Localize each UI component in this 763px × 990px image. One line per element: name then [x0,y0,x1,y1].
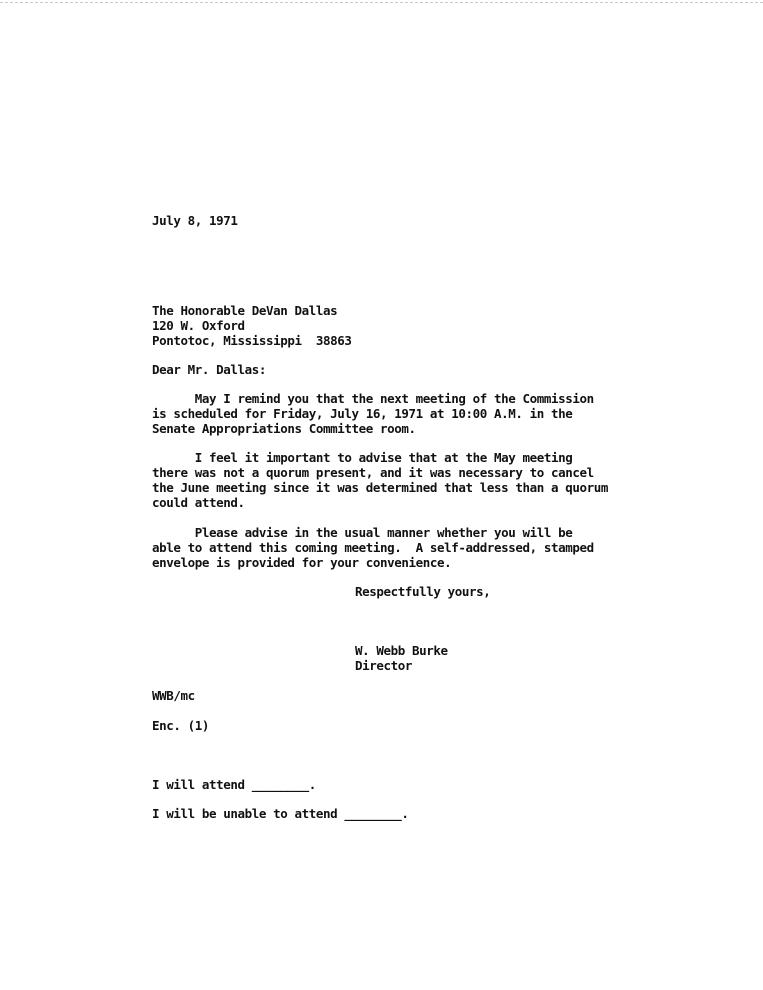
paragraph-line: May I remind you that the next meeting of the Commission [152,391,594,406]
paragraph-line: Senate Appropriations Committee room. [152,421,416,436]
signer-name: W. Webb Burke [355,643,448,658]
recipient-name: The Honorable DeVan Dallas [152,303,338,318]
letter-date: July 8, 1971 [152,213,238,228]
paragraph-2 [152,450,652,510]
reply-unable-line: I will be unable to attend ________. [152,806,409,821]
recipient-street: 120 W. Oxford [152,318,245,333]
paragraph-line: Please advise in the usual manner whether you will be [152,525,573,540]
reply-attend-line: I will attend ________. [152,777,316,792]
recipient-city: Pontotoc, Mississippi 38863 [152,333,352,348]
enclosure-note: Enc. (1) [152,718,210,733]
paragraph-line: there was not a quorum present, and it was necessary to cancel [152,465,594,480]
typist-initials: WWB/mc [152,688,195,703]
paragraph-line: is scheduled for Friday, July 16, 1971 at 10:00 A.M. in the [152,406,573,421]
paragraph-1 [152,391,652,436]
paragraph-line: envelope is provided for your convenience. [152,555,452,570]
salutation: Dear Mr. Dallas: [152,362,267,377]
signer-title: Director [355,658,413,673]
paragraph-3 [152,525,652,570]
paragraph-line: could attend. [152,495,245,510]
paragraph-line: I feel it important to advise that at the May meeting [152,450,573,465]
page-top-edge [0,2,763,3]
paragraph-line: the June meeting since it was determined that less than a quorum [152,480,609,495]
closing: Respectfully yours, [355,584,491,599]
paragraph-line: able to attend this coming meeting. A self-addressed, stamped [152,540,594,555]
